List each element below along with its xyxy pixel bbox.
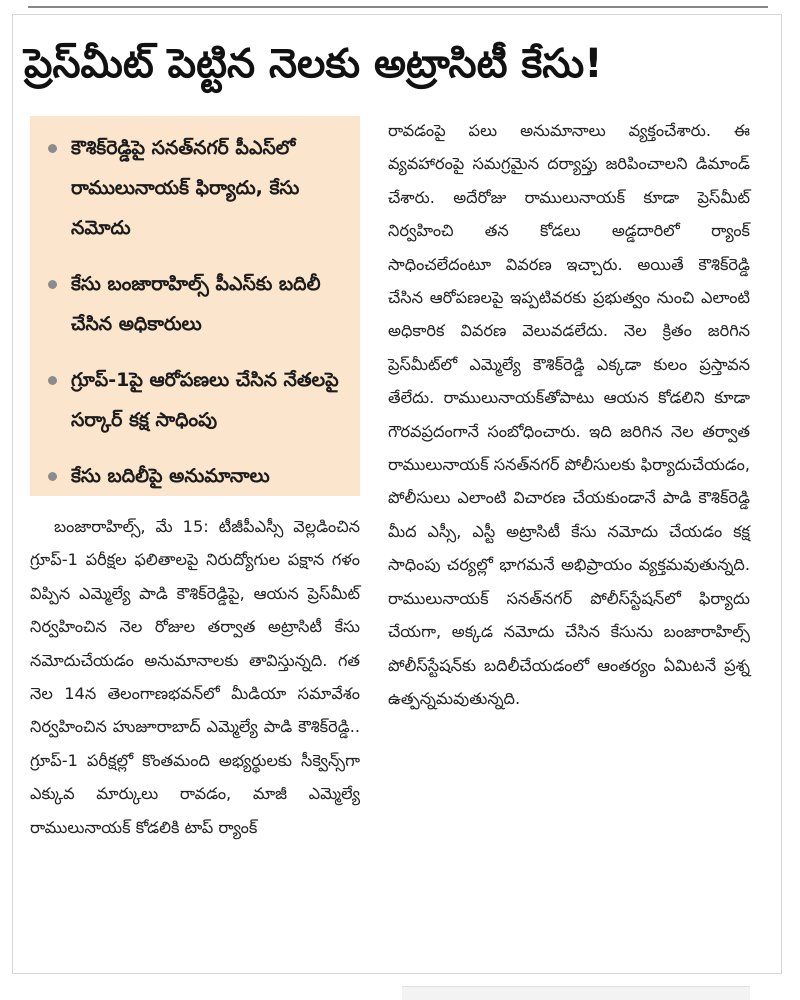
headline: ప్రెస్‌మీట్ పెట్టిన నెలకు అట్రాసిటీ కేసు! <box>24 41 603 87</box>
highlight-item <box>48 360 346 440</box>
highlight-text: కేసు బదిలీపై అనుమానాలు <box>71 465 270 487</box>
highlight-item <box>48 456 346 496</box>
body-column-left: బంజారాహిల్స్, మే 15: టీజీపీఎస్సీ వెల్లడించిన గ్రూప్-1 పరీక్షల ఫలితాలపై నిరుద్యోగుల పక్షాన గళం విప్పిన ఎమ్మెల్యే పాడి కౌశిక్‌రెడ్డిపై, ఆయన ప్రెస్‌మీట్ నిర్వహించిన నెల రోజుల తర్వాత అట్రాసిటీ కేసు నమోదుచేయడం అనుమానాలకు తావిస్తున్నది. గత నెల 14న తెలంగాణభవన్‌లో మీడియా సమావేశం నిర్వహించిన హుజూరాబాద్ ఎమ్మెల్యే పాడి కౌశిక్‌రెడ్డి.. గ్రూప్-1 పరీక్షల్లో కొంతమంది అభ్యర్థులకు సీక్వెన్స్‌గా ఎక్కువ మార్కులు రావడం, మాజీ ఎమ్మెల్యే రాములునాయక్ కోడలికి టాప్ ర్యాంక్ <box>30 517 360 837</box>
highlight-item <box>48 264 346 344</box>
top-rule <box>28 6 768 8</box>
highlight-text: కౌశిక్‌రెడ్డిపై సనత్‌నగర్ పీఎస్‌లో రాములునాయక్ ఫిర్యాదు, కేసు నమోదు <box>71 137 300 239</box>
bullet-icon <box>48 280 57 289</box>
highlights-box <box>30 116 360 496</box>
next-article-edge <box>402 986 750 1000</box>
bullet-icon <box>48 376 57 385</box>
highlight-text: గ్రూప్-1పై ఆరోపణలు చేసిన నేతలపై సర్కార్ కక్ష సాధింపు <box>71 369 339 431</box>
body-column-right: రావడంపై పలు అనుమానాలు వ్యక్తంచేశారు. ఈ వ్యవహారంపై సమగ్రమైన దర్యాప్తు జరిపించాలని డిమాండ్ చేశారు. అదేరోజు రాములునాయక్ కూడా ప్రెస్‌మీట్ నిర్వహించి తన కోడలు అడ్డదారిలో ర్యాంక్ సాధించలేదంటూ వివరణ ఇచ్చారు. అయితే కౌశిక్‌రెడ్డి చేసిన ఆరోపణలపై ఇప్పటివరకు ప్రభుత్వం నుంచి ఎలాంటి అధికారిక వివరణ వెలువడలేదు. నెల క్రితం జరిగిన ప్రెస్‌మీట్‌లో ఎమ్మెల్యే కౌశిక్‌రెడ్డి ఎక్కడా కులం ప్రస్తావన తేలేదు. రాములునాయక్‌తోపాటు ఆయన కోడలిని కూడా గౌరవప్రదంగానే సంబోధించారు. ఇది జరిగిన నెల తర్వాత రాములునాయక్ సనత్‌నగర్ పోలీసులకు ఫిర్యాదుచేయడం, పోలీసులు ఎలాంటి విచారణ చేయకుండానే పాడి కౌశిక్‌రెడ్డి మీద ఎస్సీ, ఎస్టీ అట్రాసిటీ కేసు నమోదు చేయడం కక్ష సాధింపు చర్యల్లో భాగమనే అభిప్రాయం వ్యక్తమవుతున్నది. రాములునాయక్ సనత్‌నగర్ పోలీస్‌స్టేషన్‌లో ఫిర్యాదు చేయగా, అక్కడ నమోదు చేసిన కేసును బంజారాహిల్స్ పోలీస్‌స్టేషన్‌కు బదిలీచేయడంలో ఆంతర్యం ఏమిటనే ప్రశ్న ఉత్పన్నమవుతున్నది. <box>388 121 750 708</box>
highlight-item <box>48 128 346 248</box>
bullet-icon <box>48 144 57 153</box>
bullet-icon <box>48 472 57 481</box>
highlight-text: కేసు బంజారాహిల్స్ పీఎస్‌కు బదిలీ చేసిన అధికారులు <box>71 273 321 335</box>
